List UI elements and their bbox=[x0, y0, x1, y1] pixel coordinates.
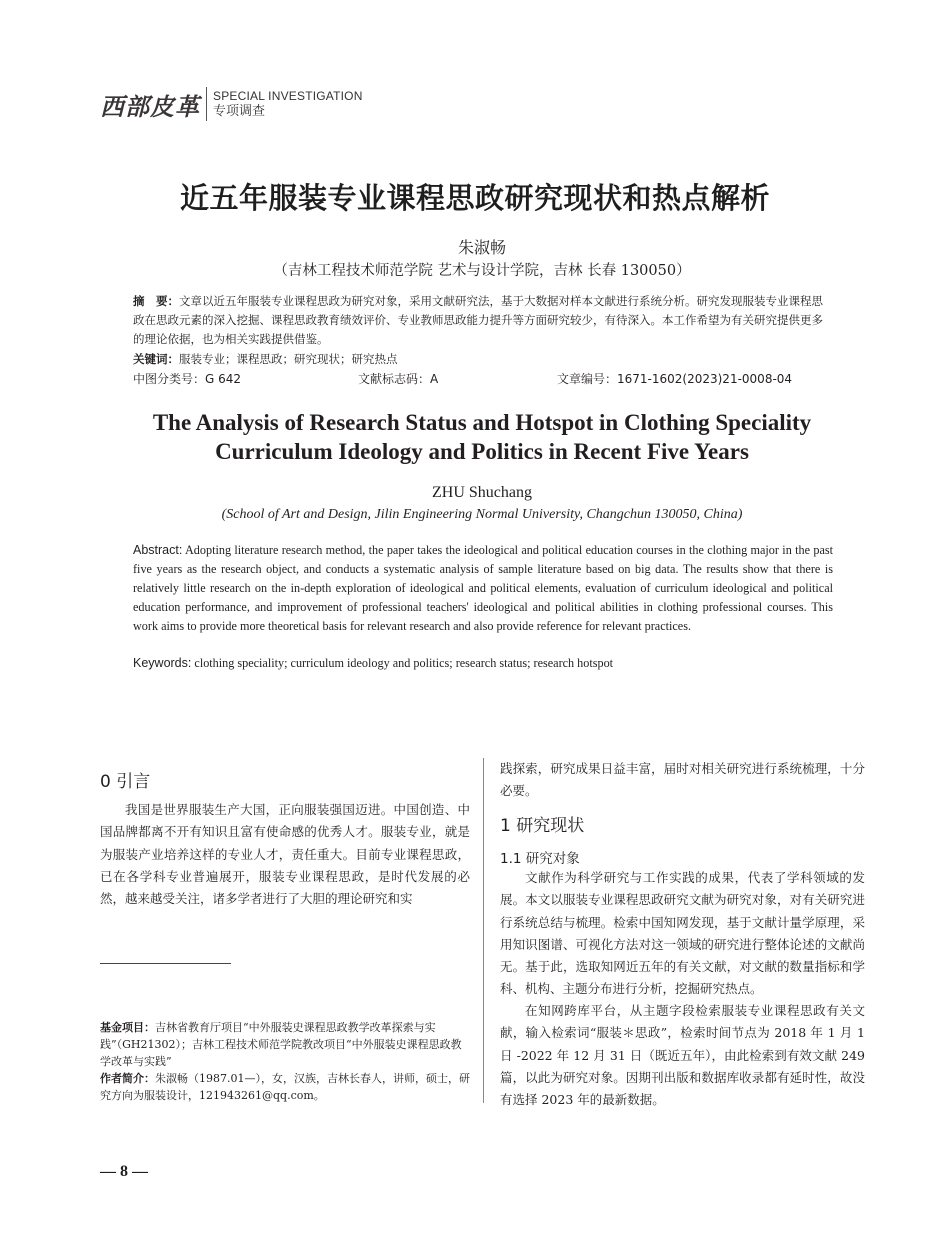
column-divider bbox=[483, 758, 484, 1103]
en-title-line1: The Analysis of Research Status and Hotspot in Clothing Speciality bbox=[152, 410, 812, 435]
footnote-fund bbox=[100, 1019, 470, 1070]
journal-header bbox=[100, 84, 363, 124]
author-bio-label: 作者简介： bbox=[100, 1072, 155, 1085]
section-label bbox=[213, 89, 363, 119]
fund-text: 吉林省教育厅项目“中外服装史课程思政教学改革探索与实践”（GH21302）；吉林工程技术师范学院教改项目“中外服装史课程思政教学改革与实践” bbox=[100, 1021, 462, 1068]
en-affiliation: (School of Art and Design, Jilin Engineering Normal University, Changchun 130050, China) bbox=[221, 507, 743, 522]
section-label-en: SPECIAL INVESTIGATION bbox=[213, 89, 363, 103]
section-1-1-paragraph-1: 文献作为科学研究与工作实践的成果，代表了学科领域的发展。本文以服装专业课程思政研究文献为研究对象，对有关研究进行系统总结与梳理。检索中国知网发现，基于文献计量学原理，采用知识图谱、可视化方法对这一领域的研究进行整体论述的文献尚无。基于此，选取知网近五年的有关文献，对文献的数量指标和学科、机构、主题分布进行分析，挖掘研究热点。 bbox=[500, 870, 865, 997]
en-author: ZHU Shuchang bbox=[432, 484, 532, 501]
en-abstract bbox=[133, 541, 833, 636]
en-abstract-text: Adopting literature research method, the paper takes the ideological and political education courses in the clothing major in the past five years as the research object, and conducts a systematic analysis of sample literature based on big data. The results show that there is relatively little research on the in-depth exploration of ideological and political elements, evaluation of curriculum ideological and political education performance, and improvement of professional teachers' ideological and political abilities in clothing professional courses. This work aims to provide more theoretical basis for relevant research and also provide reference for relevant practices. bbox=[133, 543, 833, 633]
page-number: — 8 — bbox=[100, 1163, 148, 1180]
section-0-heading: 0 引言 bbox=[100, 772, 151, 792]
fund-label: 基金项目： bbox=[100, 1021, 155, 1034]
classification-row bbox=[133, 370, 830, 388]
en-abstract-label: Abstract: bbox=[133, 543, 183, 557]
section-0-paragraph: 我国是世界服装生产大国，正向服装强国迈进。中国创造、中国品牌都离不开有知识且富有使命感的优秀人才。服装专业，就是为服装产业培养这样的专业人才，责任重大。目前专业课程思政，已在各学科专业普遍展开，服装专业课程思政，是时代发展的必然，越来越受关注，诸多学者进行了大胆的理论研究和实 bbox=[100, 802, 470, 907]
section-1-1-paragraph-2: 在知网跨库平台，从主题字段检索服装专业课程思政有关文献，输入检索词“服装＊思政”，检索时间节点为 2018 年 1 月 1 日 -2022 年 12 月 31 日（既近五年），由此检索到有效文献 249 篇，以此为研究对象。因期刊出版和数据库收录都有延时性，故没有选择 2023 年的最新数据。 bbox=[500, 1003, 865, 1108]
article-number: 文章编号：1671-1602(2023)21-0008-04 bbox=[557, 372, 793, 386]
clc-number: 中图分类号：G 642 bbox=[133, 372, 242, 386]
cn-author: 朱淑畅 bbox=[457, 238, 506, 257]
footnote-author bbox=[100, 1070, 470, 1104]
en-title-line2: Curriculum Ideology and Politics in Recent Five Years bbox=[215, 439, 749, 464]
author-bio-text: 朱淑畅（1987.01—），女，汉族，吉林长春人，讲师，硕士，研究方向为服装设计，121943261@qq.com。 bbox=[100, 1072, 470, 1102]
cn-abstract-text: 文章以近五年服装专业课程思政为研究对象，采用文献研究法，基于大数据对样本文献进行系统分析。研究发现服装专业课程思政在思政元素的深入挖掘、课程思政教育绩效评价、专业教师思政能力提升等方面研究较少，有待深入。本工作希望为有关研究提供更多的理论依据，也为相关实践提供借鉴。 bbox=[133, 294, 823, 346]
section-1-heading: 1 研究现状 bbox=[500, 816, 585, 836]
en-keywords-label: Keywords: bbox=[133, 656, 192, 670]
journal-logo: 西部皮革 bbox=[100, 91, 200, 121]
cn-affiliation: （吉林工程技术师范学院 艺术与设计学院，吉林 长春 130050） bbox=[273, 263, 691, 279]
cn-title: 近五年服装专业课程思政研究现状和热点解析 bbox=[179, 181, 770, 215]
cn-keywords-text: 服装专业；课程思政；研究现状；研究热点 bbox=[179, 352, 398, 366]
column2-continuation: 践探索，研究成果日益丰富，届时对相关研究进行系统梳理，十分必要。 bbox=[500, 761, 865, 799]
document-code: 文献标志码：A bbox=[358, 372, 439, 386]
cn-abstract bbox=[133, 292, 830, 349]
cn-keywords bbox=[133, 350, 830, 369]
cn-abstract-label: 摘 要： bbox=[133, 294, 179, 308]
en-keywords-text: clothing speciality; curriculum ideology and politics; research status; research hotspot bbox=[194, 656, 614, 670]
section-label-zh: 专项调查 bbox=[213, 104, 266, 119]
section-1-1-heading: 1.1 研究对象 bbox=[500, 851, 580, 867]
cn-keywords-label: 关键词： bbox=[133, 352, 179, 366]
header-divider bbox=[206, 87, 207, 121]
footnote-rule bbox=[100, 963, 231, 964]
en-keywords bbox=[133, 654, 833, 673]
en-title bbox=[0, 408, 950, 466]
